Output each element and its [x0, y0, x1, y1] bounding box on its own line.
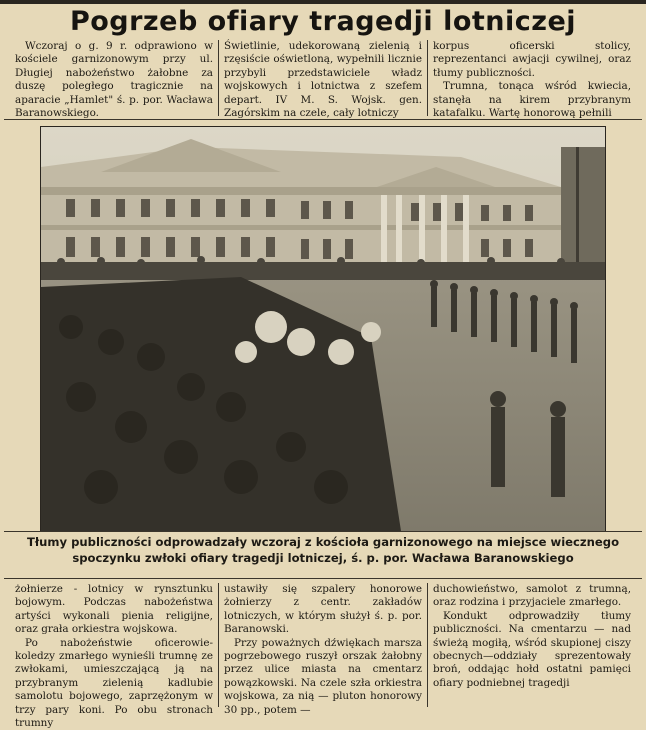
intro-columns	[10, 40, 636, 120]
photo-caption: Tłumy publiczności odprowadzały wczoraj z kościoła garnizonowego na miejsce wiecznego spoczynku zwłoki ofiary tragedji lotniczej, ś. p. por. Wacława Baranowskiego	[26, 535, 620, 565]
story-column-2	[218, 583, 427, 716]
story-columns	[10, 583, 636, 730]
intro-column-1	[10, 40, 218, 120]
intro-column-2	[218, 40, 427, 120]
paragraph: Wczoraj o g. 9 r. odprawiono w kościele garnizonowym przy ul. Długiej nabożeństwo żałobne za duszę poległego tragicznie na aparacie „Hamlet" ś. p. por. Wacława Baranowskiego.	[15, 40, 213, 120]
headline: Pogrzeb ofiary tragedji lotniczej	[69, 6, 577, 37]
paragraph: duchowieństwo, samolot z trumną, oraz rodzina i przyjaciele zmarłego.	[433, 583, 631, 609]
intro-column-3	[427, 40, 636, 120]
paragraph: Po nabożeństwie oficerowie-koledzy zmarłego wynieśli trumnę ze zwłokami, umieszczającą ją na przybranym zielenią kadlubie samolotu bojowego, zaprzężonym w trzy pary koni. Po obu stronach trumny	[15, 636, 213, 730]
divider	[4, 119, 642, 120]
paragraph: Trumna, tonąca wśród kwiecia, stanęła na kirem przybranym katafalku. Wartę honorową pełnili	[433, 80, 631, 120]
divider	[4, 578, 642, 579]
paragraph: ustawiły się szpalery honorowe żołnierzy z centr. zakładów lotniczych, w którym służył ś. p. por. Baranowski.	[224, 583, 422, 636]
paragraph: korpus oficerski stolicy, reprezentanci awjacji cywilnej, oraz tłumy publiczności.	[433, 40, 631, 79]
top-border	[0, 0, 646, 4]
story-column-1	[10, 583, 218, 730]
story-column-3	[427, 583, 636, 707]
paragraph: Kondukt odprowadziły tłumy publiczności. Na cmentarzu — nad świeżą mogiłą, wśród skupionej ciszy obecnych—oddziały sprezentowały broń, oddając hołd ostatni pamięci ofiary podniebnej tragedji	[433, 609, 631, 689]
paragraph: Przy poważnych dźwiękach marsza pogrzebowego ruszył orszak żałobny przez ulice miasta na cmentarz powązkowski. Na czele szła orkiestra wojskowa, za nią — pluton honorowy 30 pp., potem —	[224, 636, 422, 716]
funeral-procession-photo	[40, 126, 606, 532]
divider	[4, 531, 642, 532]
paragraph: Świetlinie, udekorowaną zielenią i rzęsiście oświetloną, wypełnili licznie przybyli przedstawiciele władz wojskowych i lotnictwa z szefem depart. IV M. S. Wojsk. gen. Zagórskim na czele, cały lotniczy	[224, 40, 422, 120]
photo-illustration	[41, 127, 605, 531]
paragraph: żołnierze - lotnicy w rynsztunku bojowym. Podczas nabożeństwa artyści wykonali pienia religijne, oraz grała orkiestra wojskowa.	[15, 583, 213, 636]
